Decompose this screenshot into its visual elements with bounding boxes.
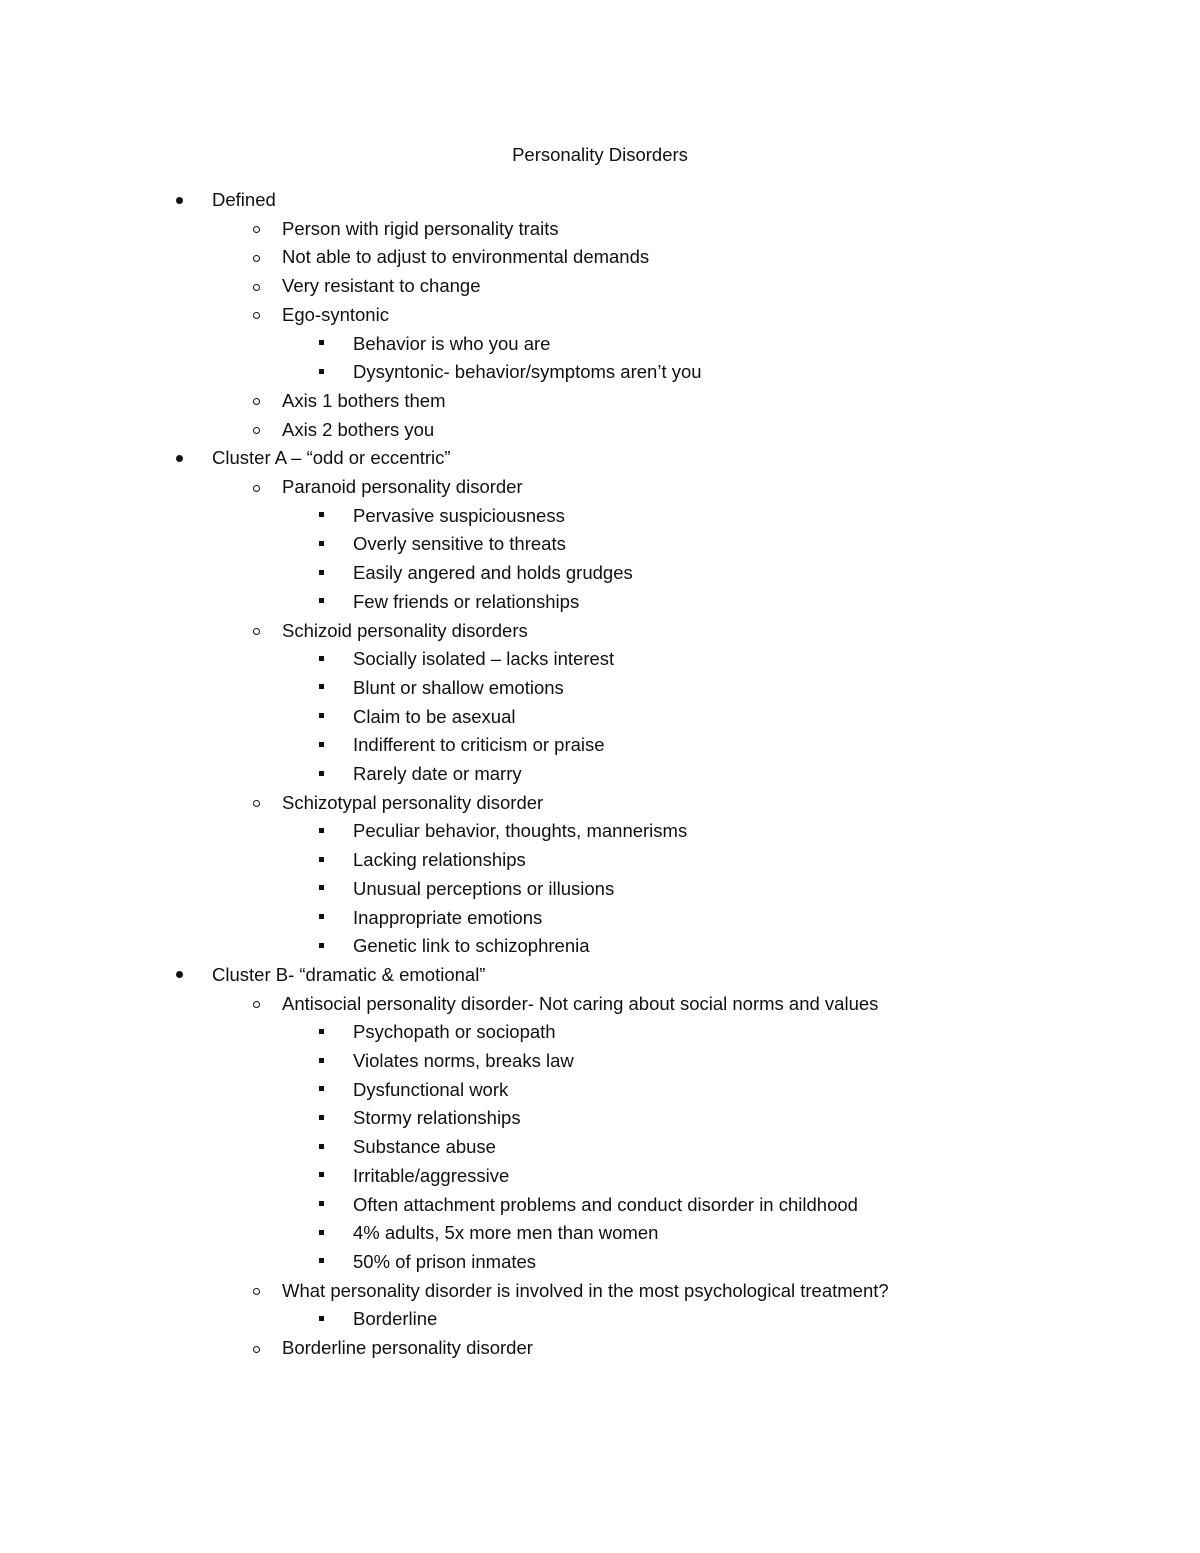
bullet-square-icon [314,1191,328,1219]
bullet-square-icon [314,1133,328,1161]
bullet-square-icon [314,932,328,960]
outline-item-text: Axis 1 bothers them [282,389,446,411]
bullet-square-icon [314,817,328,845]
outline-item-text: Dysfunctional work [353,1078,509,1100]
outline-item-text: What personality disorder is involved in the most psychological treatment? [282,1279,889,1301]
bullet-square-icon [314,846,328,874]
bullet-square-icon [314,1248,328,1276]
bullet-square-icon [314,1076,328,1104]
bullet-square-icon [314,1104,328,1132]
bullet-square-icon [314,1305,328,1333]
bullet-circle-icon [247,473,265,501]
outline-item-text: Genetic link to schizophrenia [353,935,590,957]
outline-item-text: Pervasive suspiciousness [353,504,565,526]
bullet-circle-icon [247,215,265,243]
outline-item-text: Easily angered and holds grudges [353,562,633,584]
bullet-square-icon [314,904,328,932]
bullet-square-icon [314,1018,328,1046]
outline-item-text: Violates norms, breaks law [353,1050,574,1071]
outline-item-text: Often attachment problems and conduct disorder in childhood [353,1193,858,1215]
outline-item-text: 50% of prison inmates [353,1250,537,1272]
outline-item-text: Peculiar behavior, thoughts, mannerisms [353,820,688,842]
outline-item-text: Irritable/aggressive [353,1164,510,1186]
bullet-square-icon [314,760,328,788]
outline-item-text: Axis 2 bothers you [282,418,435,440]
outline-item-text: Overly sensitive to threats [353,533,566,555]
bullet-square-icon [314,645,328,673]
outline-item-text: Not able to adjust to environmental demands [282,246,650,268]
outline-item-text: Claim to be asexual [353,705,516,727]
bullet-dot-icon [170,961,188,989]
outline-item-text: Blunt or shallow emotions [353,676,564,698]
bullet-square-icon [314,530,328,558]
bullet-square-icon [314,875,328,903]
bullet-square-icon [314,731,328,759]
bullet-circle-icon [247,416,265,444]
outline-item-text: Defined [212,189,276,210]
outline-item-text: Substance abuse [353,1136,496,1158]
outline-item-text: Few friends or relationships [353,590,580,612]
outline-item-text: Very resistant to change [282,275,481,297]
outline-item-text: Behavior is who you are [353,332,551,354]
outline-item-text: Borderline personality disorder [282,1337,533,1358]
outline-item-text: Ego-syntonic [282,303,389,325]
outline-item-text: Psychopath or sociopath [353,1021,556,1043]
bullet-circle-icon [247,1277,265,1305]
outline-item-text: Lacking relationships [353,849,526,871]
bullet-square-icon [314,674,328,702]
bullet-circle-icon [247,272,265,300]
outline-item-text: Person with rigid personality traits [282,217,559,239]
outline-item-text: Borderline [353,1308,438,1330]
outline-item-text: Unusual perceptions or illusions [353,877,615,899]
bullet-circle-icon [247,990,265,1018]
outline-item-text: Schizoid personality disorders [282,619,528,641]
bullet-circle-icon [247,1334,265,1362]
outline-item-text: Cluster A – “odd or eccentric” [212,447,451,469]
outline-item-text: Indifferent to criticism or praise [353,734,605,756]
outline-item-text: Stormy relationships [353,1107,521,1129]
bullet-circle-icon [247,617,265,645]
bullet-circle-icon [247,387,265,415]
bullet-circle-icon [247,243,265,271]
bullet-circle-icon [247,789,265,817]
outline-item-text: 4% adults, 5x more men than women [353,1222,659,1244]
bullet-square-icon [314,1219,328,1247]
bullet-square-icon [314,588,328,616]
bullet-square-icon [314,502,328,530]
outline-item-text: Socially isolated – lacks interest [353,648,615,670]
bullet-square-icon [314,358,328,386]
bullet-square-icon [314,703,328,731]
outline-item-text: Cluster B- “dramatic & emotional” [212,963,486,985]
page-title: Personality Disorders [512,144,688,165]
bullet-dot-icon [170,186,188,214]
outline-item-text: Antisocial personality disorder- Not caring about social norms and values [282,992,879,1014]
bullet-dot-icon [170,444,188,472]
outline-item-text: Paranoid personality disorder [282,476,523,497]
bullet-circle-icon [247,301,265,329]
bullet-square-icon [314,1162,328,1190]
outline-item-text: Schizotypal personality disorder [282,791,544,813]
bullet-square-icon [314,559,328,587]
bullet-square-icon [314,330,328,358]
outline-item-text: Dysyntonic- behavior/symptoms aren’t you [353,361,702,383]
outline-item-text: Inappropriate emotions [353,906,543,928]
outline-item-text: Rarely date or marry [353,763,522,784]
bullet-square-icon [314,1047,328,1075]
